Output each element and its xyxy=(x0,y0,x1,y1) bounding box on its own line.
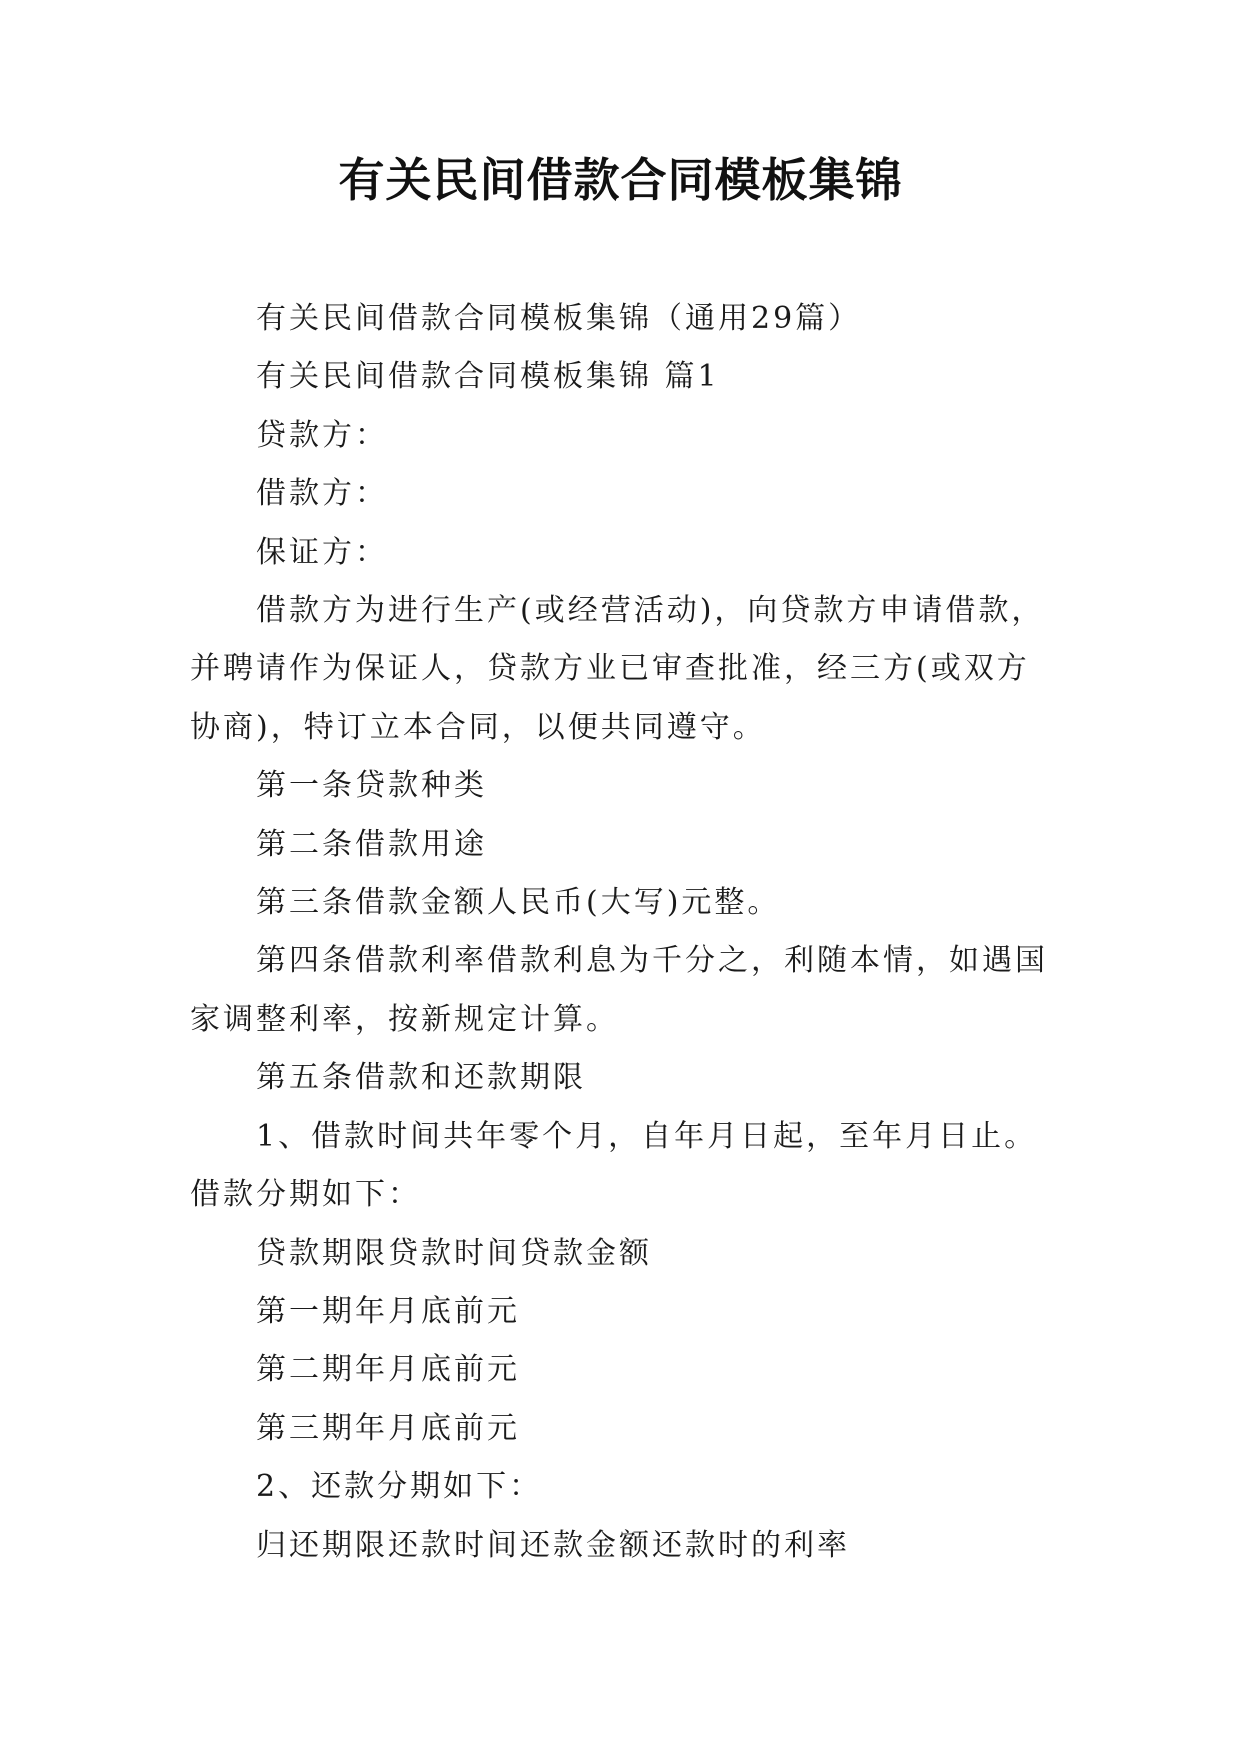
paragraph-preamble: 借款方为进行生产(或经营活动)，向贷款方申请借款，并聘请作为保证人，贷款方业已审查批准，经三方(或双方协商)，特订立本合同，以便共同遵守。 xyxy=(190,593,1045,745)
paragraph-article-3: 第三条借款金额人民币(大写)元整。 xyxy=(256,885,781,921)
paragraph-guarantor: 保证方： xyxy=(256,534,388,570)
paragraph-loan-period-3: 第三期年月底前元 xyxy=(256,1410,520,1446)
paragraph-article-4: 第四条借款利率借款利息为千分之，利随本情，如遇国家调整利率，按新规定计算。 xyxy=(190,943,1048,1037)
document-title: 有关民间借款合同模板集锦 xyxy=(338,153,903,207)
paragraph-repay-table-header: 归还期限还款时间还款金额还款时的利率 xyxy=(256,1527,850,1563)
paragraph-clause-2: 2、还款分期如下： xyxy=(256,1469,543,1505)
paragraph-clause-1: 1、借款时间共年零个月，自年月日起，至年月日止。借款分期如下： xyxy=(190,1118,1038,1213)
paragraph-subtitle: 有关民间借款合同模板集锦（通用29篇） xyxy=(256,301,862,336)
paragraph-loan-period-1: 第一期年月底前元 xyxy=(256,1293,520,1329)
paragraph-article-5: 第五条借款和还款期限 xyxy=(256,1060,586,1096)
paragraph-loan-table-header: 贷款期限贷款时间贷款金额 xyxy=(256,1235,652,1271)
paragraph-loan-period-2: 第二期年月底前元 xyxy=(256,1352,520,1388)
paragraph-section-heading: 有关民间借款合同模板集锦 篇1 xyxy=(256,359,720,395)
paragraph-article-2: 第二条借款用途 xyxy=(256,826,487,862)
paragraph-article-1: 第一条贷款种类 xyxy=(256,768,487,804)
document-body xyxy=(190,290,1050,1575)
paragraph-borrower: 借款方： xyxy=(256,476,388,512)
paragraph-lender: 贷款方： xyxy=(256,417,388,453)
